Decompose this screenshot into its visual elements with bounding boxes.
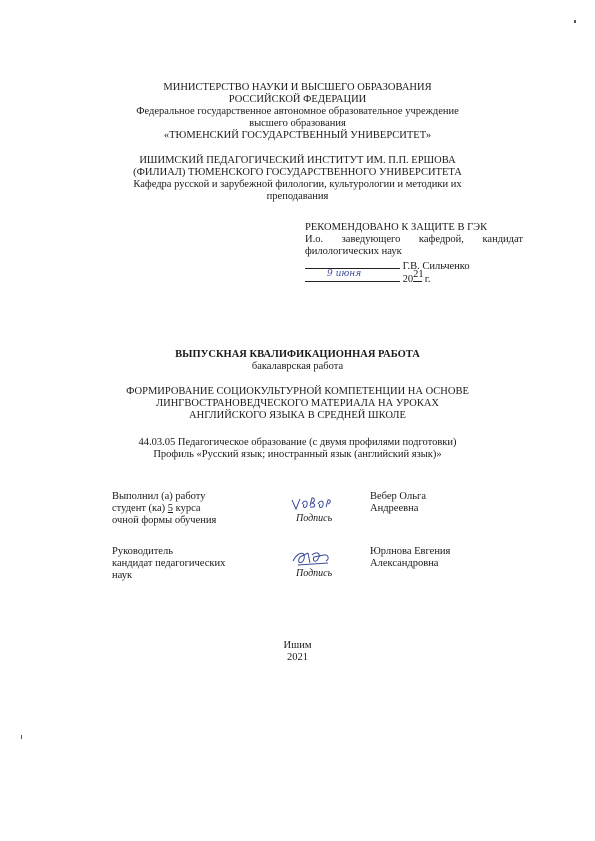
supervisor-signature [290,547,334,569]
student-signature [290,494,334,514]
university-line: «ТЮМЕНСКИЙ ГОСУДАРСТВЕННЫЙ УНИВЕРСИТЕТ» [163,130,432,141]
supervisor-name-2: Александровна [370,558,439,569]
work-type: ВЫПУСКНАЯ КВАЛИФИКАЦИОННАЯ РАБОТА [175,349,420,360]
student-name-1: Вебер Ольга [370,491,426,502]
scan-speck [21,735,22,739]
approval-date-blank [305,271,400,282]
student-course-number: 5 [167,503,174,514]
work-title-line-2: ЛИНГВОСТРАНОВЕДЧЕСКОГО МАТЕРИАЛА НА УРОКАХ [156,398,439,409]
student-name-2: Андреевна [370,503,419,514]
work-level: бакалаврская работа [251,361,344,372]
approval-title: РЕКОМЕНДОВАНО К ЗАЩИТЕ В ГЭК [305,222,488,233]
approval-position-1: И.о. заведующего кафедрой, кандидат [305,234,523,245]
institute-line-1: ИШИМСКИЙ ПЕДАГОГИЧЕСКИЙ ИНСТИТУТ ИМ. П.П. ЕРШОВА [139,155,456,166]
student-role-2-suffix: курса [175,503,201,514]
department-line-1: Кафедра русской и зарубежной филологии, культурологии и методики их [133,179,462,190]
supervisor-role-1: Руководитель [112,546,173,557]
student-role-2 [112,503,201,515]
approval-year-prefix: 20 [402,274,414,285]
supervisor-role-3: наук [112,570,133,581]
approval-year-suffix: 21 [413,269,424,280]
scan-speck [574,20,576,23]
footer-year: 2021 [287,652,308,663]
institution-type-line-2: высшего образования [249,118,346,129]
footer-city: Ишим [283,640,312,651]
approval-date-handwritten: 9 июня [327,269,362,279]
student-role-3: очной формы обучения [112,515,217,526]
institute-line-2: (ФИЛИАЛ) ТЮМЕНСКОГО ГОСУДАРСТВЕННОГО УНИВЕРСИТЕТА [133,167,462,178]
work-specialty: 44.03.05 Педагогическое образование (с двумя профилями подготовки) [138,437,457,448]
work-title-line-3: АНГЛИЙСКОГО ЯЗЫКА В СРЕДНЕЙ ШКОЛЕ [189,410,406,421]
ministry-line: МИНИСТЕРСТВО НАУКИ И ВЫСШЕГО ОБРАЗОВАНИЯ [163,82,432,93]
approval-year-blank [413,270,422,282]
work-title-line-1: ФОРМИРОВАНИЕ СОЦИОКУЛЬТУРНОЙ КОМПЕТЕНЦИИ НА ОСНОВЕ [126,386,469,397]
student-signature-label: Подпись [296,513,333,524]
approval-position-2: филологических наук [305,246,402,257]
country-line: РОССИЙСКОЙ ФЕДЕРАЦИИ [228,94,367,105]
department-line-2: преподавания [266,191,329,202]
student-role-1: Выполнил (а) работу [112,491,206,502]
supervisor-role-2: кандидат педагогических [112,558,226,569]
approval-year-unit: г. [424,274,431,285]
institution-type-line-1: Федеральное государственное автономное образовательное учреждение [136,106,459,117]
approval-name: Г.В. Сильченко [402,261,470,272]
approval-date-line [305,270,431,286]
work-profile: Профиль «Русский язык; иностранный язык (английский язык)» [153,449,442,460]
supervisor-signature-label: Подпись [296,568,333,579]
student-role-2-prefix: студент (ка) [112,503,166,514]
supervisor-name-1: Юрлнова Евгения [370,546,451,557]
